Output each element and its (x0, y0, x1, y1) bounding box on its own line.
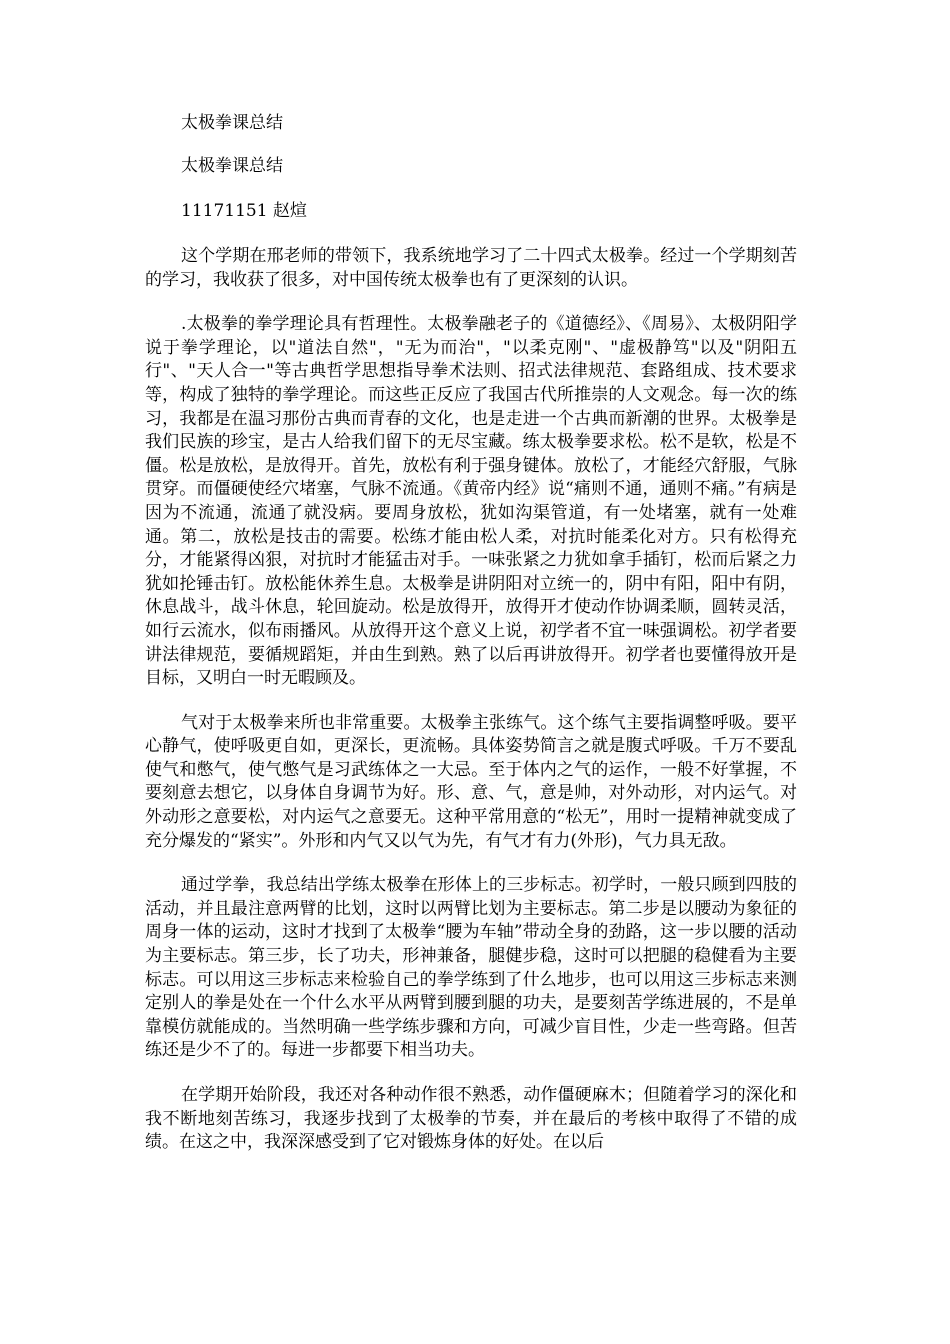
document-subtitle: 太极拳课总结 (181, 156, 283, 176)
paragraph-intro: 这个学期在邢老师的带领下，我系统地学习了二十四式太极拳。经过一个学期刻苦的学习，我收获了很多，对中国传统太极拳也有了更深刻的认识。 (145, 246, 797, 290)
paragraph-three-steps: 通过学拳，我总结出学练太极拳在形体上的三步标志。初学时，一般只顾到四肢的活动，并且最注意两臂的比划，这时以两臂比划为主要标志。第二步是以腰动为象征的周身一体的运动，这时才找到了太极拳“腰为车轴”带动全身的劲路，这一步以腰的活动为主要标志。第三步，长了功夫，形神兼备，腿健步稳，这时可以把腿的稳健看为主要标志。可以用这三步标志来检验自己的拳学练到了什么地步，也可以用这三步标志来测定别人的拳是处在一个什么水平从两臂到腰到腿的功夫，是要刻苦学练进展的，不是单靠模仿就能成的。当然明确一些学练步骤和方向，可减少盲目性，少走一些弯路。但苦练还是少不了的。每进一步都要下相当功夫。 (145, 875, 797, 1061)
document-page (145, 112, 797, 1176)
paragraph-progress: 在学期开始阶段，我还对各种动作很不熟悉，动作僵硬麻木；但随着学习的深化和我不断地刻苦练习，我逐步找到了太极拳的节奏，并在最后的考核中取得了不错的成绩。在这之中，我深深感受到了它对锻炼身体的好处。在以后 (145, 1085, 797, 1153)
paragraph-qi: 气对于太极拳来所也非常重要。太极拳主张练气。这个练气主要指调整呼吸。要平心静气，使呼吸更自如，更深长，更流畅。具体姿势简言之就是腹式呼吸。千万不要乱使气和憋气，使气憋气是习武练体之一大忌。至于体内之气的运作，一般不好掌握，不要刻意去想它，以身体自身调节为好。形、意、气，意是帅，对外动形，对内运气。对外动形之意要松，对内运气之意要无。这种平常用意的“松无”，用时一提精神就变成了充分爆发的“紧实”。外形和内气又以气为先，有气才有力(外形)，气力具无敌。 (145, 712, 797, 851)
document-title: 太极拳课总结 (181, 113, 283, 133)
paragraph-theory: .太极拳的拳学理论具有哲理性。太极拳融老子的《道德经》、《周易》、太极阴阳学说于拳学理论，以"道法自然"，"无为而治"，"以柔克刚"、"虚极静笃"以及"阴阳五行"、"天人合一"等古典哲学思想指导拳术法则、招式法律规范、套路组成、技术要求等，构成了独特的拳学理论。而这些正反应了我国古代所推崇的人文观念。每一次的练习，我都是在温习那份古典而青春的文化，也是走进一个古典而新潮的世界。太极拳是我们民族的珍宝，是古人给我们留下的无尽宝藏。练太极拳要求松。松不是软，松是不僵。松是放松，是放得开。首先，放松有利于强身键体。放松了，才能经穴舒服，气脉贯穿。而僵硬使经穴堵塞，气脉不流通。《黄帝内经》说“痛则不通，通则不痛。”有病是因为不流通，流通了就没病。要周身放松，犹如沟渠管道，有一处堵塞，就有一处难通。第二，放松是技击的需要。松练才能由松人柔，对抗时能柔化对方。只有松得充分，才能紧得凶狠，对抗时才能猛击对手。一味张紧之力犹如拿手插钉，松而后紧之力犹如抡锤击钉。放松能休养生息。太极拳是讲阴阳对立统一的，阴中有阳，阳中有阴，休息战斗，战斗休息，轮回旋动。松是放得开，放得开才使动作协调柔顺，圆转灵活，如行云流水，似布雨播风。从放得开这个意义上说，初学者不宜一味强调松。初学者要讲法律规范，要循规蹈矩，并由生到熟。熟了以后再讲放得开。初学者也要懂得放开是目标，又明白一时无暇顾及。 (145, 314, 797, 689)
author-line: 11171151 赵煊 (181, 201, 307, 221)
